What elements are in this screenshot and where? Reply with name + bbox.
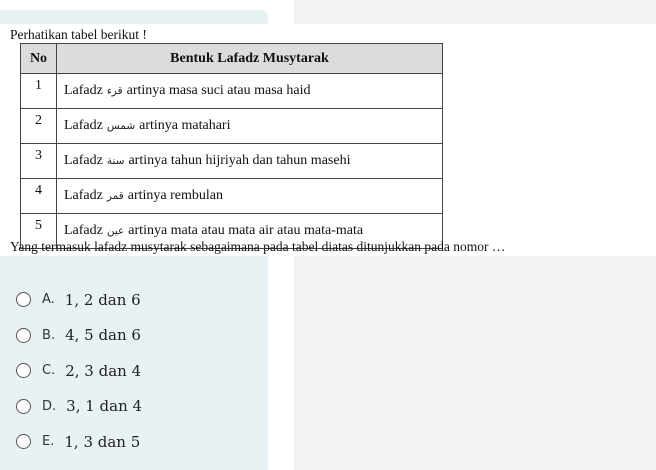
table-header-row <box>21 44 443 74</box>
meaning-text: artinya tahun hijriyah dan tahun masehi <box>128 153 351 168</box>
arabic-word: شمس <box>106 120 136 132</box>
option-a[interactable] <box>16 282 142 318</box>
option-text: 4, 5 dan 6 <box>65 326 141 345</box>
option-text: 1, 3 dan 5 <box>64 432 141 451</box>
option-c[interactable] <box>16 353 142 389</box>
lafadz-label: Lafadz <box>64 83 103 98</box>
question-content <box>0 24 656 256</box>
option-d[interactable] <box>16 389 142 425</box>
question-intro: Perhatikan tabel berikut ! <box>10 27 147 42</box>
header-no: No <box>21 44 57 74</box>
option-letter: E. <box>42 434 55 450</box>
option-text: 3, 1 dan 4 <box>66 397 143 416</box>
row-description <box>57 109 443 144</box>
option-letter: B. <box>42 327 56 343</box>
arabic-word: قمر <box>106 190 124 202</box>
row-number: 2 <box>21 109 57 144</box>
option-letter: A. <box>42 292 55 308</box>
meaning-text: artinya matahari <box>139 118 231 133</box>
lafadz-label: Lafadz <box>64 118 103 133</box>
row-description <box>57 144 443 179</box>
radio-button-d[interactable] <box>16 399 31 414</box>
radio-button-a[interactable] <box>16 292 31 307</box>
arabic-word: سنة <box>106 155 125 167</box>
row-description <box>57 74 443 109</box>
meaning-text: artinya rembulan <box>127 188 223 203</box>
option-text: 2, 3 dan 4 <box>65 361 142 380</box>
table-row <box>21 109 443 144</box>
row-number: 5 <box>21 214 57 249</box>
musytarak-table <box>20 43 443 249</box>
meaning-text: artinya mata atau mata air atau mata-mata <box>128 223 364 238</box>
option-letter: C. <box>42 363 56 379</box>
radio-button-b[interactable] <box>16 328 31 343</box>
radio-button-e[interactable] <box>16 434 31 449</box>
option-e[interactable] <box>16 424 142 460</box>
row-number: 3 <box>21 144 57 179</box>
lafadz-label: Lafadz <box>64 153 103 168</box>
radio-button-c[interactable] <box>16 363 31 378</box>
option-letter: D. <box>42 398 57 414</box>
answer-options <box>16 282 142 460</box>
option-b[interactable] <box>16 318 142 354</box>
question-text: Yang termasuk lafadz musytarak sebagaimana pada tabel diatas ditunjukkan pada nomor … <box>10 239 506 254</box>
option-text: 1, 2 dan 6 <box>64 290 141 309</box>
arabic-word: قرء <box>106 85 123 97</box>
arabic-word: عين <box>106 225 125 237</box>
table-row <box>21 144 443 179</box>
row-number: 1 <box>21 74 57 109</box>
lafadz-label: Lafadz <box>64 188 103 203</box>
header-bentuk: Bentuk Lafadz Musytarak <box>57 44 443 74</box>
row-number: 4 <box>21 179 57 214</box>
table-row <box>21 74 443 109</box>
lafadz-label: Lafadz <box>64 223 103 238</box>
table-row <box>21 179 443 214</box>
meaning-text: artinya masa suci atau masa haid <box>126 83 311 98</box>
row-description <box>57 179 443 214</box>
